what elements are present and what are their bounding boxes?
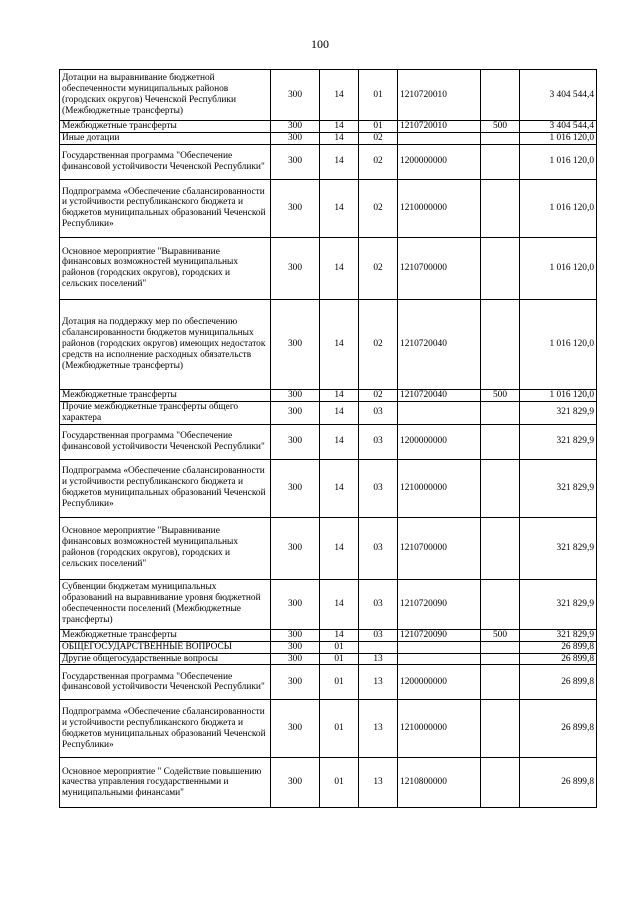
row-section-code: 14 <box>320 389 359 401</box>
row-target-code: 1200000000 <box>398 665 481 700</box>
row-expense-type-code <box>481 144 520 179</box>
budget-table <box>59 69 597 808</box>
row-name: Государственная программа "Обеспечение финансовой устойчивости Чеченской Республики" <box>60 424 271 459</box>
table-body <box>60 70 597 808</box>
row-target-code: 1210720010 <box>398 70 481 121</box>
row-section-code: 14 <box>320 517 359 579</box>
table-row <box>60 121 597 133</box>
row-subsection-code: 03 <box>359 401 398 424</box>
row-name: Иные дотации <box>60 132 271 144</box>
row-subsection-code: 13 <box>359 758 398 808</box>
row-expense-type-code <box>481 700 520 758</box>
table-row <box>60 758 597 808</box>
row-sum: 1 016 120,0 <box>520 179 597 237</box>
row-subsection-code: 02 <box>359 179 398 237</box>
row-target-code: 1200000000 <box>398 144 481 179</box>
row-name: Субвенции бюджетам муниципальных образований на выравнивание уровня бюджетной обеспеченности поселений (Межбюджетные трансферты) <box>60 579 271 629</box>
table-row <box>60 579 597 629</box>
table-row <box>60 389 597 401</box>
row-expense-type-code <box>481 641 520 653</box>
row-ministry-code: 300 <box>271 299 320 389</box>
row-ministry-code: 300 <box>271 70 320 121</box>
row-subsection-code: 01 <box>359 70 398 121</box>
row-target-code: 1210720040 <box>398 299 481 389</box>
row-section-code: 14 <box>320 179 359 237</box>
row-section-code: 01 <box>320 700 359 758</box>
row-ministry-code: 300 <box>271 700 320 758</box>
row-expense-type-code <box>481 459 520 517</box>
table-row <box>60 179 597 237</box>
row-sum: 321 829,9 <box>520 629 597 641</box>
row-section-code: 01 <box>320 641 359 653</box>
table-row <box>60 401 597 424</box>
row-subsection-code: 03 <box>359 459 398 517</box>
row-sum: 26 899,8 <box>520 641 597 653</box>
row-sum: 1 016 120,0 <box>520 144 597 179</box>
row-sum: 26 899,8 <box>520 653 597 665</box>
row-subsection-code: 03 <box>359 517 398 579</box>
row-subsection-code: 02 <box>359 132 398 144</box>
row-sum: 3 404 544,4 <box>520 121 597 133</box>
row-expense-type-code <box>481 70 520 121</box>
row-target-code <box>398 641 481 653</box>
row-expense-type-code: 500 <box>481 629 520 641</box>
row-expense-type-code <box>481 579 520 629</box>
row-ministry-code: 300 <box>271 758 320 808</box>
row-subsection-code: 03 <box>359 424 398 459</box>
row-sum: 26 899,8 <box>520 665 597 700</box>
row-section-code: 14 <box>320 132 359 144</box>
table-row <box>60 299 597 389</box>
row-ministry-code: 300 <box>271 579 320 629</box>
row-section-code: 14 <box>320 70 359 121</box>
row-name: Подпрограмма «Обеспечение сбалансированности и устойчивости республиканского бюджета и бюджетов муниципальных образований Чеченской Республики» <box>60 459 271 517</box>
table-row <box>60 459 597 517</box>
row-target-code: 1210700000 <box>398 237 481 299</box>
row-subsection-code: 13 <box>359 665 398 700</box>
row-target-code: 1210700000 <box>398 517 481 579</box>
row-section-code: 01 <box>320 653 359 665</box>
row-ministry-code: 300 <box>271 459 320 517</box>
row-expense-type-code <box>481 299 520 389</box>
row-subsection-code: 13 <box>359 700 398 758</box>
row-target-code <box>398 653 481 665</box>
table-row <box>60 424 597 459</box>
table-row <box>60 653 597 665</box>
row-sum: 1 016 120,0 <box>520 132 597 144</box>
row-ministry-code: 300 <box>271 389 320 401</box>
row-target-code: 1210720010 <box>398 121 481 133</box>
row-ministry-code: 300 <box>271 179 320 237</box>
row-ministry-code: 300 <box>271 132 320 144</box>
row-expense-type-code <box>481 665 520 700</box>
row-expense-type-code <box>481 237 520 299</box>
row-name: Основное мероприятие " Содействие повышению качества управления государственными и муниципальными финансами" <box>60 758 271 808</box>
table-row <box>60 70 597 121</box>
row-sum: 1 016 120,0 <box>520 299 597 389</box>
row-ministry-code: 300 <box>271 665 320 700</box>
row-sum: 26 899,8 <box>520 700 597 758</box>
row-section-code: 14 <box>320 401 359 424</box>
row-target-code <box>398 401 481 424</box>
row-target-code <box>398 132 481 144</box>
row-name: ОБЩЕГОСУДАРСТВЕННЫЕ ВОПРОСЫ <box>60 641 271 653</box>
row-name: Государственная программа "Обеспечение финансовой устойчивости Чеченской Республики" <box>60 144 271 179</box>
table-row <box>60 132 597 144</box>
row-ministry-code: 300 <box>271 424 320 459</box>
row-sum: 321 829,9 <box>520 459 597 517</box>
row-sum: 1 016 120,0 <box>520 389 597 401</box>
row-sum: 321 829,9 <box>520 401 597 424</box>
row-section-code: 14 <box>320 144 359 179</box>
row-ministry-code: 300 <box>271 144 320 179</box>
row-name: Межбюджетные трансферты <box>60 121 271 133</box>
row-target-code: 1210720040 <box>398 389 481 401</box>
row-subsection-code: 02 <box>359 237 398 299</box>
row-ministry-code: 300 <box>271 517 320 579</box>
row-target-code: 1210720090 <box>398 579 481 629</box>
table-row <box>60 665 597 700</box>
row-target-code: 1210000000 <box>398 179 481 237</box>
row-ministry-code: 300 <box>271 653 320 665</box>
row-expense-type-code <box>481 517 520 579</box>
row-name: Дотации на выравнивание бюджетной обеспеченности муниципальных районов (городских округов) Чеченской Республики (Межбюджетные трансферты) <box>60 70 271 121</box>
row-target-code: 1210720090 <box>398 629 481 641</box>
table-row <box>60 144 597 179</box>
row-name: Основное мероприятие "Выравнивание финансовых возможностей муниципальных районов (городских округов), городских и сельских поселений" <box>60 517 271 579</box>
row-subsection-code: 01 <box>359 121 398 133</box>
row-expense-type-code: 500 <box>481 121 520 133</box>
row-expense-type-code <box>481 132 520 144</box>
row-ministry-code: 300 <box>271 641 320 653</box>
row-sum: 321 829,9 <box>520 424 597 459</box>
row-subsection-code: 02 <box>359 299 398 389</box>
row-subsection-code: 13 <box>359 653 398 665</box>
row-expense-type-code <box>481 653 520 665</box>
row-ministry-code: 300 <box>271 629 320 641</box>
table-row <box>60 517 597 579</box>
row-target-code: 1210800000 <box>398 758 481 808</box>
row-sum: 1 016 120,0 <box>520 237 597 299</box>
row-name: Другие общегосударственные вопросы <box>60 653 271 665</box>
row-subsection-code: 03 <box>359 629 398 641</box>
row-target-code: 1200000000 <box>398 424 481 459</box>
row-section-code: 14 <box>320 579 359 629</box>
row-section-code: 14 <box>320 237 359 299</box>
row-section-code: 01 <box>320 758 359 808</box>
row-subsection-code: 03 <box>359 579 398 629</box>
row-name: Межбюджетные трансферты <box>60 389 271 401</box>
row-section-code: 01 <box>320 665 359 700</box>
row-target-code: 1210000000 <box>398 459 481 517</box>
row-expense-type-code: 500 <box>481 389 520 401</box>
row-expense-type-code <box>481 424 520 459</box>
page-number: 100 <box>311 37 329 51</box>
row-subsection-code <box>359 641 398 653</box>
row-subsection-code: 02 <box>359 144 398 179</box>
table-row <box>60 237 597 299</box>
row-name: Прочие межбюджетные трансферты общего характера <box>60 401 271 424</box>
table-row <box>60 641 597 653</box>
row-sum: 3 404 544,4 <box>520 70 597 121</box>
row-name: Дотация на поддержку мер по обеспечению сбалансированности бюджетов муниципальных районов (городских округов) имеющих недостаток средств на исполнение расходных обязательств (Межбюджетные трансферты) <box>60 299 271 389</box>
row-ministry-code: 300 <box>271 237 320 299</box>
row-section-code: 14 <box>320 629 359 641</box>
row-ministry-code: 300 <box>271 401 320 424</box>
row-section-code: 14 <box>320 121 359 133</box>
row-expense-type-code <box>481 179 520 237</box>
row-expense-type-code <box>481 758 520 808</box>
row-section-code: 14 <box>320 424 359 459</box>
row-expense-type-code <box>481 401 520 424</box>
row-ministry-code: 300 <box>271 121 320 133</box>
row-sum: 26 899,8 <box>520 758 597 808</box>
row-sum: 321 829,9 <box>520 579 597 629</box>
row-name: Государственная программа "Обеспечение финансовой устойчивости Чеченской Республики" <box>60 665 271 700</box>
row-section-code: 14 <box>320 299 359 389</box>
table-row <box>60 629 597 641</box>
row-subsection-code: 02 <box>359 389 398 401</box>
table-row <box>60 700 597 758</box>
row-name: Подпрограмма «Обеспечение сбалансированности и устойчивости республиканского бюджета и бюджетов муниципальных образований Чеченской Республики» <box>60 179 271 237</box>
row-target-code: 1210000000 <box>398 700 481 758</box>
row-name: Основное мероприятие "Выравнивание финансовых возможностей муниципальных районов (городских округов), городских и сельских поселений" <box>60 237 271 299</box>
row-sum: 321 829,9 <box>520 517 597 579</box>
row-section-code: 14 <box>320 459 359 517</box>
row-name: Подпрограмма «Обеспечение сбалансированности и устойчивости республиканского бюджета и бюджетов муниципальных образований Чеченской Республики» <box>60 700 271 758</box>
row-name: Межбюджетные трансферты <box>60 629 271 641</box>
